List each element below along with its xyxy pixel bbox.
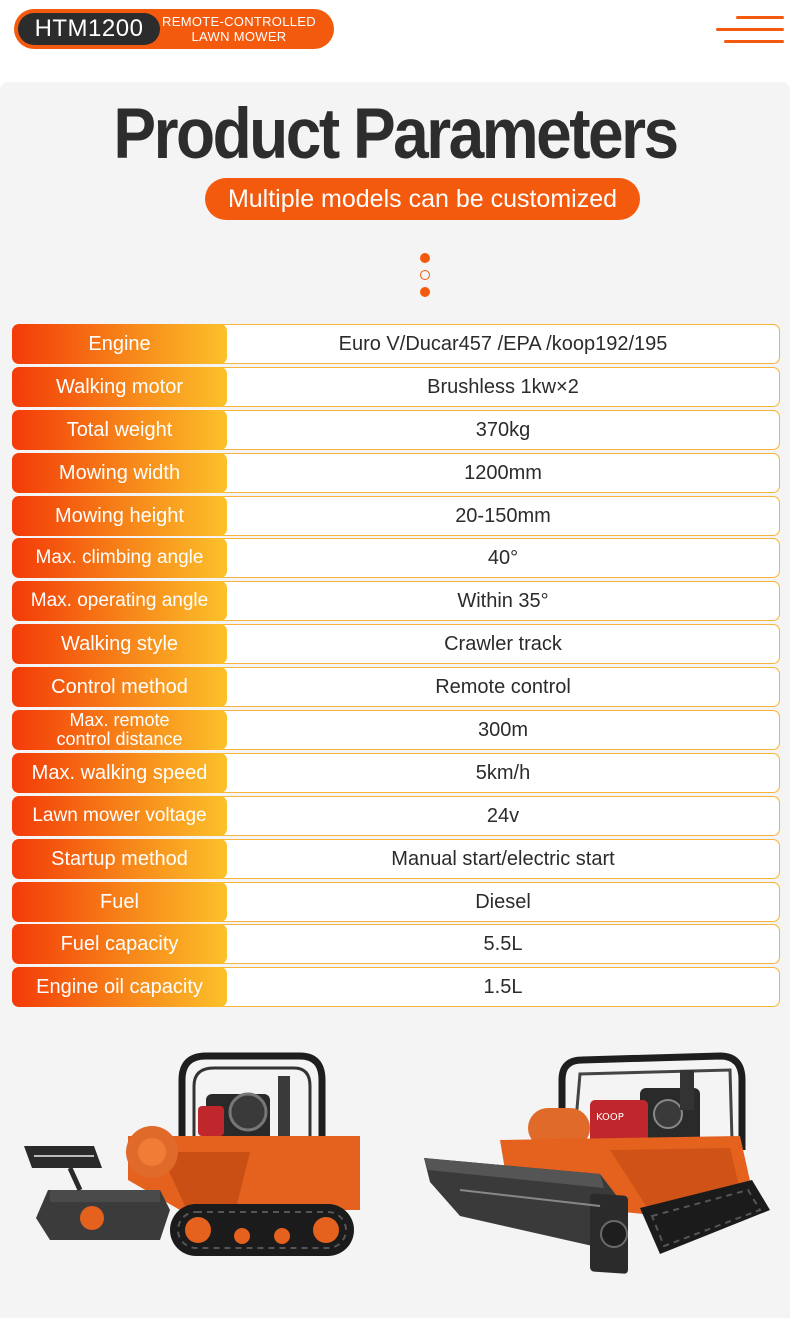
param-label: Mowing width: [12, 453, 227, 493]
dots-divider-icon: [419, 253, 431, 299]
param-value: 370kg: [212, 410, 780, 450]
param-value: Manual start/electric start: [212, 839, 780, 879]
table-row: [12, 453, 780, 493]
param-value: 5km/h: [212, 753, 780, 793]
param-label: Walking style: [12, 624, 227, 664]
param-label: Walking motor: [12, 367, 227, 407]
table-row: [12, 796, 780, 836]
param-label: [12, 710, 227, 750]
param-label: Engine oil capacity: [12, 967, 227, 1007]
param-value: 1.5L: [212, 967, 780, 1007]
param-label: Mowing height: [12, 496, 227, 536]
table-row: [12, 538, 780, 578]
param-label: Fuel: [12, 882, 227, 922]
param-label: Control method: [12, 667, 227, 707]
header: [0, 0, 790, 80]
param-label: Fuel capacity: [12, 924, 227, 964]
param-value: Remote control: [212, 667, 780, 707]
tagline-line-1: REMOTE-CONTROLLED: [162, 14, 316, 29]
param-value: 300m: [212, 710, 780, 750]
param-label: Startup method: [12, 839, 227, 879]
brand-logo[interactable]: [14, 9, 334, 49]
page-title: Product Parameters: [113, 93, 677, 174]
model-badge: HTM1200: [18, 13, 160, 45]
table-row: [12, 753, 780, 793]
table-row: [12, 924, 780, 964]
param-label-line-2: control distance: [56, 729, 183, 750]
param-label: Max. operating angle: [12, 581, 227, 621]
table-row: [12, 410, 780, 450]
table-row: [12, 324, 780, 364]
subtitle-badge: Multiple models can be customized: [205, 178, 640, 220]
param-value: Crawler track: [212, 624, 780, 664]
param-value: Brushless 1kw×2: [212, 367, 780, 407]
table-row: [12, 624, 780, 664]
param-value: Euro V/Ducar457 /EPA /koop192/195: [212, 324, 780, 364]
param-label: Engine: [12, 324, 227, 364]
table-row: [12, 839, 780, 879]
param-label-line-1: Max. remote: [69, 710, 170, 731]
mower-front-view-image: [400, 1040, 780, 1280]
hamburger-menu-icon[interactable]: [712, 14, 784, 48]
param-label: Max. walking speed: [12, 753, 227, 793]
tagline-line-2: LAWN MOWER: [191, 29, 287, 44]
param-value: 5.5L: [212, 924, 780, 964]
param-value: 20-150mm: [212, 496, 780, 536]
param-label: Total weight: [12, 410, 227, 450]
table-row: [12, 667, 780, 707]
table-row: [12, 581, 780, 621]
param-label: Max. climbing angle: [12, 538, 227, 578]
param-label: Lawn mower voltage: [12, 796, 227, 836]
param-value: Within 35°: [212, 581, 780, 621]
koop-badge: KOOP: [596, 1112, 624, 1123]
table-row: [12, 496, 780, 536]
table-row: [12, 710, 780, 750]
mower-side-view-image: [10, 1040, 390, 1280]
param-value: 1200mm: [212, 453, 780, 493]
parameters-table: [12, 324, 780, 1010]
param-value: Diesel: [212, 882, 780, 922]
brand-tagline: [146, 14, 332, 44]
table-row: [12, 367, 780, 407]
table-row: [12, 882, 780, 922]
param-value: 40°: [212, 538, 780, 578]
param-value: 24v: [212, 796, 780, 836]
table-row: [12, 967, 780, 1007]
